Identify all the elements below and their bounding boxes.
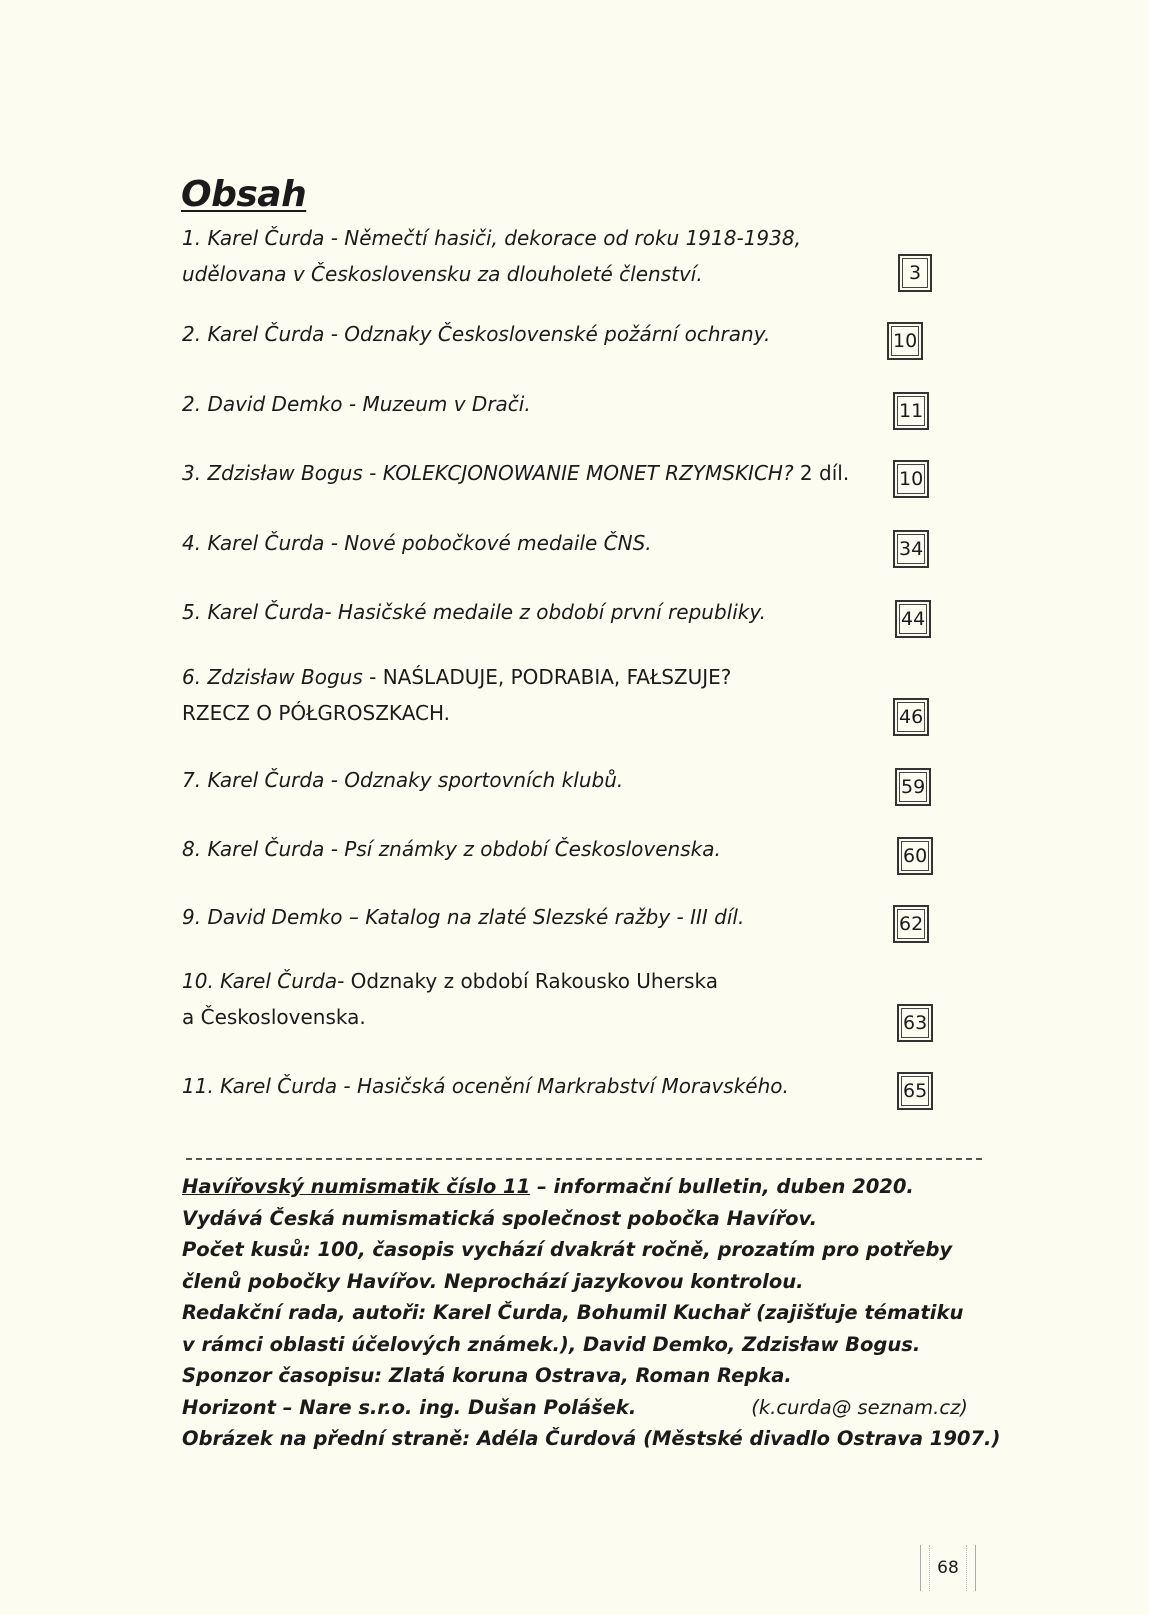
toc-entry-text: 10. Karel Čurda- [182,969,345,993]
toc-entry-text: a Československa. [182,1005,366,1029]
imprint-line: Vydává Česká numismatická společnost pobočka Havířov. [182,1206,817,1230]
toc-entry-text: 2 díl. [793,461,850,485]
toc-entry [182,899,922,935]
page-number: 68 [920,1545,976,1591]
toc-entry-text: 2. Karel Čurda - Odznaky Československé požární ochrany. [182,322,771,346]
toc-page-number-box: 11 [893,392,929,430]
toc-entry-text: 4. Karel Čurda - Nové pobočkové medaile ČNS. [182,531,652,555]
toc-entry [182,220,922,292]
toc-entry [182,386,922,422]
toc-entry-line [182,455,922,491]
toc-entry-text: 7. Karel Čurda - Odznaky sportovních klubů. [182,768,624,792]
toc-entry-text: udělovana v Československu za dlouholeté členství. [182,262,703,286]
toc-entry-line [182,220,922,256]
toc-entry-text: 2. David Demko - Muzeum v Drači. [182,392,531,416]
imprint-line [182,1392,992,1424]
toc-entry [182,594,922,630]
toc-page-number-box: 10 [887,322,923,360]
horizont-credit: Horizont – Nare s.r.o. ing. Dušan Polášek. [182,1395,637,1419]
contact-email: (k.curda@ seznam.cz) [751,1395,968,1419]
imprint-line: v rámci oblasti účelových známek.), David Demko, Zdzisław Bogus. [182,1332,921,1356]
toc-page-number-box: 44 [895,600,931,638]
toc-entry-line [182,525,922,561]
toc-entry-text: 11. Karel Čurda - Hasičská ocenění Markrabství Moravského. [182,1074,789,1098]
imprint-line [182,1171,992,1203]
toc-page-number-box: 10 [893,460,929,498]
toc-entry [182,762,922,798]
toc-entry-text: 5. Karel Čurda- Hasičské medaile z období první republiky. [182,600,766,624]
toc-entry-line [182,316,922,352]
toc-page-number-box: 3 [898,254,932,292]
page-title: Obsah [181,174,307,215]
toc-entry-line [182,659,922,695]
toc-entry-line [182,386,922,422]
toc-entry-text: 6. Zdzisław Bogus [182,665,363,689]
toc-entry-text: Odznaky z období Rakousko Uherska [344,969,719,993]
toc-entry [182,659,922,731]
toc-entry-text: 1. Karel Čurda - Němečtí hasiči, dekorace od roku 1918-1938, [182,226,801,250]
toc-entry [182,831,922,867]
imprint-block [182,1171,1001,1455]
toc-entry-text: 9. David Demko – Katalog na zlaté Slezské ražby - III díl. [182,905,745,929]
toc-entry-line [182,695,922,731]
bulletin-title: Havířovský numismatik číslo 11 [182,1175,531,1198]
toc-entry-text: 8. Karel Čurda - Psí známky z období Československa. [182,837,721,861]
toc-entry [182,1068,922,1104]
toc-page-number-box: 46 [893,698,929,736]
toc-entry-line [182,762,922,798]
imprint-line: Redakční rada, autoři: Karel Čurda, Bohumil Kuchař (zajišťuje tématiku [182,1301,964,1324]
toc-entry-text: RZECZ O PÓŁGROSZKACH. [182,701,451,725]
imprint-line: Obrázek na přední straně: Adéla Čurdová (Městské divadlo Ostrava 1907.) [182,1427,1001,1450]
toc-entry-line [182,831,922,867]
toc-entry [182,316,922,352]
toc-entry [182,963,922,1035]
toc-page-number-box: 59 [895,768,931,806]
imprint-line: Sponzor časopisu: Zlatá koruna Ostrava, Roman Repka. [182,1364,792,1387]
toc-entry-line [182,899,922,935]
toc-entry [182,525,922,561]
imprint-line: Počet kusů: 100, časopis vychází dvakrát ročně, prozatím pro potřeby [182,1238,953,1261]
imprint-line: členů pobočky Havířov. Neprochází jazykovou kontrolou. [182,1269,804,1293]
toc-page-number-box: 34 [893,530,929,568]
toc-page-number-box: 60 [897,837,933,875]
toc-page-number-box: 63 [897,1004,933,1042]
toc-entry-text: - NAŚLADUJE, PODRABIA, FAŁSZUJE? [362,665,732,689]
toc-entry-text: 3. Zdzisław Bogus - KOLEKCJONOWANIE MONET RZYMSKICH? [182,461,794,485]
dashed-divider [186,1158,982,1160]
toc-entry-line [182,963,922,999]
toc-entry-line [182,1068,922,1104]
toc-entry-line [182,999,922,1035]
toc-entry-line [182,594,922,630]
toc-page-number-box: 62 [893,905,929,943]
toc-entry [182,455,922,491]
bulletin-info: – informační bulletin, duben 2020. [530,1175,914,1198]
toc-page-number-box: 65 [897,1072,933,1110]
toc-entry-line [182,256,922,292]
